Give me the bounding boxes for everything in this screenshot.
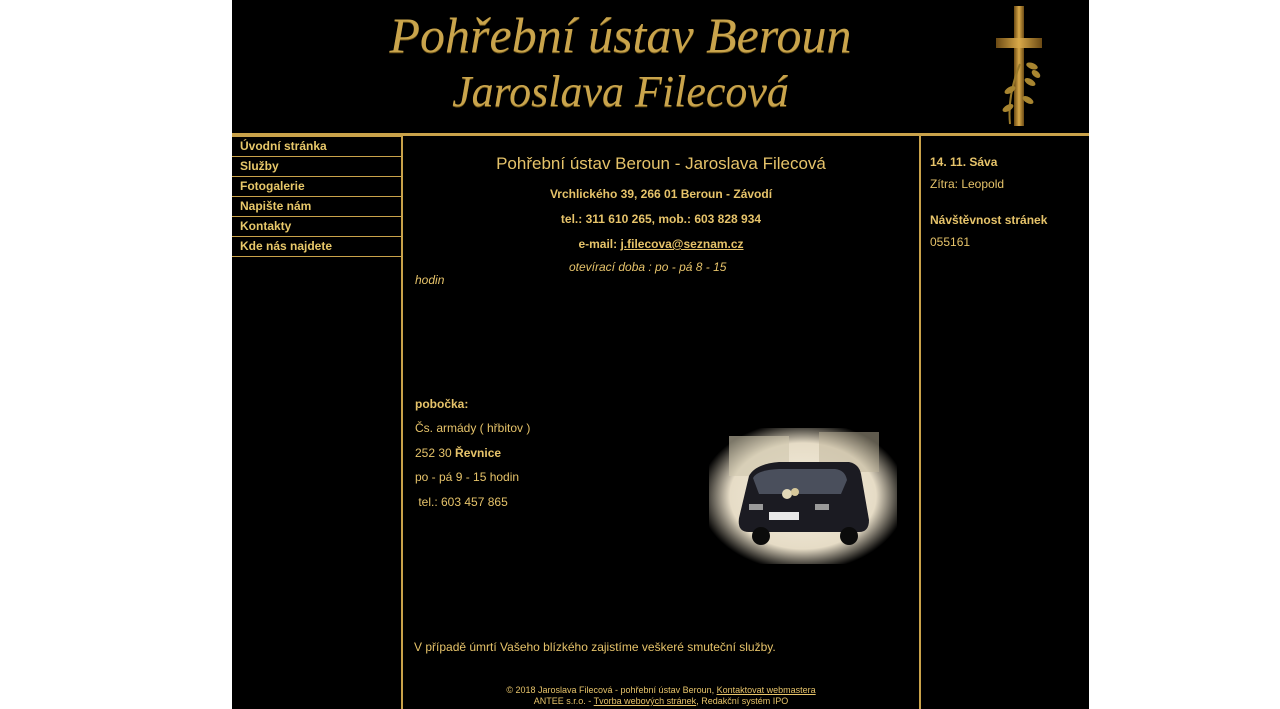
menu-item-uvodni-stranka[interactable]: Úvodní stránka: [232, 136, 401, 157]
cms-text: , Redakční systém IPO: [696, 696, 789, 706]
email-link[interactable]: j.filecova@seznam.cz: [620, 237, 744, 251]
email-line: [403, 237, 919, 251]
opening-hours: otevírací doba : po - pá 8 - 15: [569, 260, 727, 274]
right-sidebar: [919, 136, 1091, 709]
page-title: Pohřební ústav Beroun - Jaroslava Filecová: [496, 154, 826, 173]
branch-zip: 252 30: [415, 446, 456, 460]
menu-item-kontakty[interactable]: Kontakty: [232, 217, 401, 237]
menu-item-kde-nas-najdete[interactable]: Kde nás najdete: [232, 237, 401, 257]
company-text: ANTEE s.r.o. -: [533, 696, 594, 706]
visits-counter: 055161: [930, 235, 971, 249]
menu-item-fotogalerie[interactable]: Fotogalerie: [232, 177, 401, 197]
branch-phone: tel.: 603 457 865: [415, 495, 508, 509]
branch-heading: pobočka:: [415, 397, 469, 411]
phone-line: tel.: 311 610 265, mob.: 603 828 934: [560, 212, 762, 226]
branch-street: Čs. armády ( hřbitov ): [415, 421, 531, 435]
main-menu: [232, 136, 401, 257]
web-design-link[interactable]: Tvorba webových stránek: [593, 696, 697, 706]
name-day: 14. 11. Sáva: [930, 155, 998, 169]
hearse-van-image: [709, 428, 897, 564]
email-label: e-mail:: [578, 237, 621, 251]
main-content: [403, 136, 919, 709]
header-title-line2: Jaroslava Filecová: [452, 67, 789, 116]
hearse-photo: [709, 428, 897, 564]
menu-item-sluzby[interactable]: Služby: [232, 157, 401, 177]
branch-city-line: [415, 446, 501, 460]
header-title-line1: Pohřební ústav Beroun: [389, 7, 852, 63]
services-note: V případě úmrtí Vašeho blízkého zajistíme veškeré smuteční služby.: [414, 640, 776, 654]
contact-webmaster-link[interactable]: Kontaktovat webmastera: [716, 685, 816, 695]
address-line: Vrchlického 39, 266 01 Beroun - Závodí: [549, 187, 773, 201]
opening-hours-suffix: hodin: [415, 273, 445, 287]
name-day-tomorrow: Zítra: Leopold: [930, 177, 1005, 191]
left-sidebar: [232, 136, 403, 709]
copyright-text: © 2018 Jaroslava Filecová - pohřební ústav Beroun,: [506, 685, 717, 695]
copyright-footer: [403, 685, 919, 707]
page-container: [232, 0, 1089, 709]
menu-item-napiste-nam[interactable]: Napište nám: [232, 197, 401, 217]
branch-hours: po - pá 9 - 15 hodin: [415, 470, 520, 484]
cross-icon: [990, 4, 1050, 128]
site-header: [232, 0, 1089, 136]
visits-heading: Návštěvnost stránek: [930, 213, 1048, 227]
branch-city: Řevnice: [455, 446, 502, 460]
